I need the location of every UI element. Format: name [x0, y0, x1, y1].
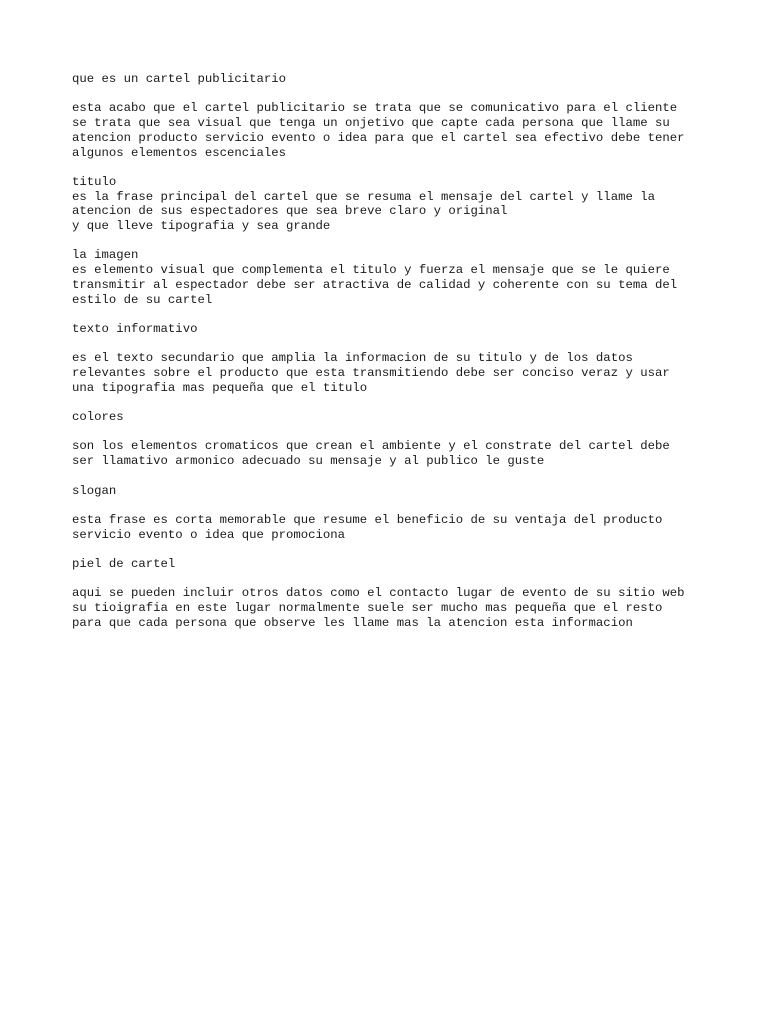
text-line: es la frase principal del cartel que se resuma el mensaje del cartel y llame la	[72, 189, 655, 204]
text-line: atencion de sus espectadores que sea breve claro y original	[72, 204, 508, 219]
text-line: se trata que sea visual que tenga un onjetivo que capte cada persona que llame su	[72, 116, 670, 131]
titulo-section	[72, 175, 712, 234]
text-line: es el texto secundario que amplia la informacion de su titulo y de los datos	[72, 351, 633, 366]
text-line: y que lleve tipografia y sea grande	[72, 219, 331, 233]
text-line: ser llamativo armonico adecuado su mensaje y al publico le guste	[72, 454, 545, 469]
text-line: atencion producto servicio evento o idea para que el cartel sea efectivo debe tener	[72, 130, 685, 145]
text-line: para que cada persona que observe les llame mas la atencion esta informacion	[72, 615, 633, 630]
section-heading: slogan	[72, 483, 117, 498]
intro-paragraph	[72, 101, 712, 160]
section-heading: titulo	[72, 174, 117, 189]
piel-de-cartel-heading	[72, 557, 712, 572]
text-line: esta acabo que el cartel publicitario se trata que se comunicativo para el cliente	[72, 101, 678, 116]
section-heading: la imagen	[72, 248, 139, 263]
text-line: relevantes sobre el producto que esta transmitiendo debe ser conciso veraz y usar	[72, 365, 670, 380]
text-line: estilo de su cartel	[72, 292, 213, 307]
colores-heading	[72, 410, 712, 425]
texto-informativo-heading	[72, 322, 712, 337]
slogan-body	[72, 513, 712, 542]
document-title-paragraph	[72, 72, 712, 87]
section-heading: colores	[72, 410, 124, 425]
piel-de-cartel-body	[72, 586, 712, 630]
colores-body	[72, 439, 712, 468]
section-heading: texto informativo	[72, 321, 198, 336]
texto-informativo-body	[72, 351, 712, 395]
imagen-section	[72, 248, 712, 307]
text-line: transmitir al espectador debe ser atractiva de calidad y coherente con su tema del	[72, 277, 678, 292]
text-line: es elemento visual que complementa el titulo y fuerza el mensaje que se le quiere	[72, 263, 670, 278]
text-line: aqui se pueden incluir otros datos como el contacto lugar de evento de su sitio web	[72, 586, 685, 601]
text-line: una tipografia mas pequeña que el titulo	[72, 380, 368, 395]
text-line: esta frase es corta memorable que resume el beneficio de su ventaja del producto	[72, 512, 663, 527]
text-line: algunos elementos escenciales	[72, 145, 287, 160]
text-line: su tioigrafia en este lugar normalmente suele ser mucho mas pequeña que el resto	[72, 601, 663, 616]
slogan-heading	[72, 484, 712, 499]
text-line: son los elementos cromaticos que crean el ambiente y el constrate del cartel debe	[72, 439, 670, 454]
text-line: servicio evento o idea que promociona	[72, 527, 346, 542]
text-line: que es un cartel publicitario	[72, 72, 287, 86]
section-heading: piel de cartel	[72, 557, 176, 572]
document-body	[72, 72, 712, 645]
